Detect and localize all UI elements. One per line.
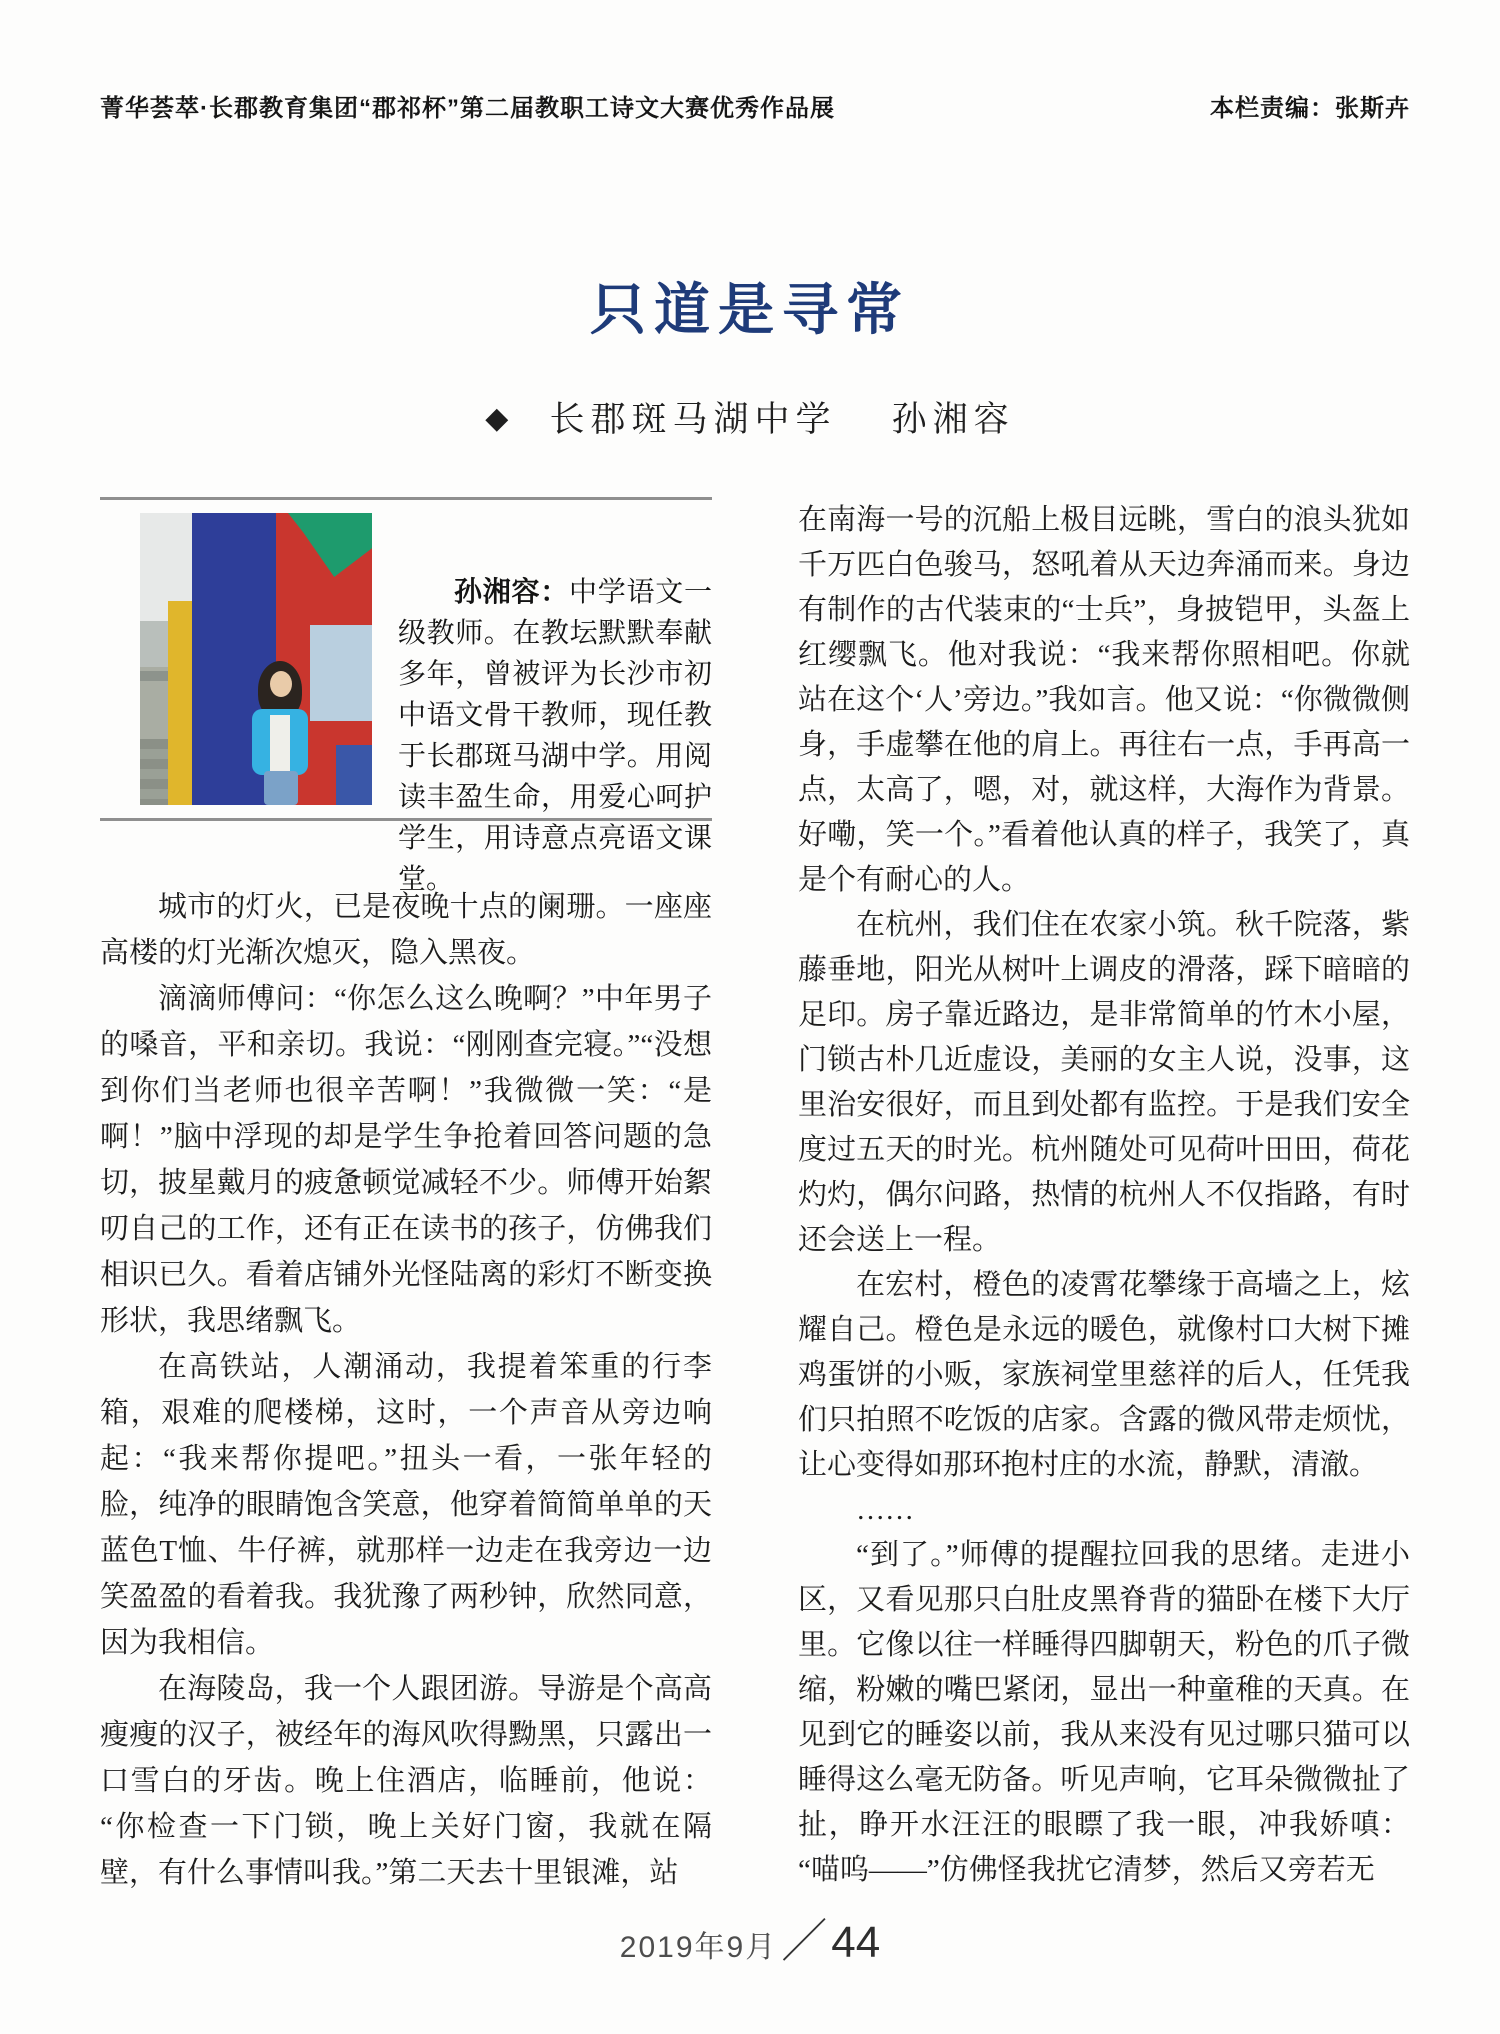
paragraph-right-1: 在南海一号的沉船上极目远眺，雪白的浪头犹如千万匹白色骏马，怒吼着从天边奔涌而来。身边有制作的古代装束的“士兵”，身披铠甲，头盔上红缨飘飞。他对我说：“我来帮你照相吧。你就站在这个‘人’旁边。”我如言。他又说：“你微微侧身，手虚攀在他的肩上。再往右一点，手再高一点，太高了，嗯，对，就这样，大海作为背景。好嘞，笑一个。”看着他认真的样子，我笑了，真是个有耐心的人。 [798,504,1410,896]
footer-page-number: 44 [831,1918,881,1967]
left-column [100,884,712,1896]
byline-author: 孙湘容 [891,400,1015,440]
diamond-icon: ◆ [485,401,509,436]
author-bio-box [100,497,712,895]
byline [0,392,1500,442]
paragraph-right-3: 在宏村，橙色的凌霄花攀缘于高墙之上，炫耀自己。橙色是永远的暖色，就像村口大树下摊鸡蛋饼的小贩，家族祠堂里慈祥的后人，任凭我们只拍照不吃饭的店家。含露的微风带走烦忧，让心变得如那环抱村庄的水流，静默，清澈。 [798,1269,1410,1481]
footer-date: 2019年9月 [619,1931,778,1964]
author-photo [140,513,372,805]
article-title: 只道是寻常 [590,280,910,342]
footer-slash: ／ [781,1915,828,1967]
bio-rule-top [100,497,712,500]
paragraph-right-4: “到了。”师傅的提醒拉回我的思绪。走进小区，又看见那只白肚皮黑脊背的猫卧在楼下大厅里。它像以往一样睡得四脚朝天，粉色的爪子微缩，粉嫩的嘴巴紧闭，显出一种童稚的天真。在见到它的睡姿以前，我从来没有见过哪只猫可以睡得这么毫无防备。听见声响，它耳朵微微扯了扯，睁开水汪汪的眼瞟了我一眼，冲我娇嗔：“喵呜——”仿佛怪我扰它清梦，然后又旁若无 [798,1539,1410,1886]
bio-body-text: 中学语文一级教师。在教坛默默奉献多年，曾被评为长沙市初中语文骨干教师，现任教于长郡斑马湖中学。用阅读丰盈生命，用爱心呵护学生，用诗意点亮语文课堂。 [398,575,712,895]
header-left-text: 菁华荟萃·长郡教育集团“郡祁杯”第二届教职工诗文大赛优秀作品展 [100,95,835,122]
header-right-editor: 本栏责编：张斯卉 [1210,95,1410,122]
photo-person-jeans [264,771,298,805]
right-column [798,498,1410,1893]
paragraph-left-3: 在高铁站，人潮涌动，我提着笨重的行李箱，艰难的爬楼梯，这时，一个声音从旁边响起：“我来帮你提吧。”扭头一看，一张年轻的脸，纯净的眼睛饱含笑意，他穿着简简单单的天蓝色T恤、牛仔裤，就那样一边走在我旁边一边笑盈盈的看着我。我犹豫了两秒钟，欣然同意，因为我相信。 [100,1351,712,1659]
paragraph-right-2: 在杭州，我们住在农家小筑。秋千院落，紫藤垂地，阳光从树叶上调皮的滑落，踩下暗暗的足印。房子靠近路边，是非常简单的竹木小屋，门锁古朴几近虚设，美丽的女主人说，没事，这里治安很好，而且到处都有监控。于是我们安全度过五天的时光。杭州随处可见荷叶田田，荷花灼灼，偶尔问路，热情的杭州人不仅指路，有时还会送上一程。 [798,909,1410,1256]
bio-author-name: 孙湘容： [454,575,569,608]
photo-person-shirt [270,715,290,771]
paragraph-left-2: 滴滴师傅问：“你怎么这么晚啊？”中年男子的嗓音，平和亲切。我说：“刚刚查完寝。”“没想到你们当老师也很辛苦啊！”我微微一笑：“是啊！”脑中浮现的却是学生争抢着回答问题的急切，披星戴月的疲惫顿觉减轻不少。师傅开始絮叨自己的工作，还有正在读书的孩子，仿佛我们相识已久。看着店铺外光怪陆离的彩灯不断变换形状，我思绪飘飞。 [100,983,712,1337]
photo-sky-cutout [310,625,372,721]
photo-blue-cutout [336,745,372,805]
paragraph-left-1: 城市的灯火，已是夜晚十点的阑珊。一座座高楼的灯光渐次熄灭，隐入黑夜。 [100,891,712,969]
photo-person-face [270,671,292,697]
bio-text [398,571,712,899]
byline-school: 长郡斑马湖中学 [549,400,837,440]
page-footer [0,1905,1500,1971]
paragraph-right-ellipsis: …… [856,1494,914,1526]
bio-row [100,513,712,895]
page-header [100,88,1410,123]
photo-letter-yellow-edge [168,601,192,805]
paragraph-left-4: 在海陵岛，我一个人跟团游。导游是个高高瘦瘦的汉子，被经年的海风吹得黝黑，只露出一口雪白的牙齿。晚上住酒店，临睡前，他说：“你检查一下门锁，晚上关好门窗，我就在隔壁，有什么事情叫我。”第二天去十里银滩，站 [100,1673,712,1889]
